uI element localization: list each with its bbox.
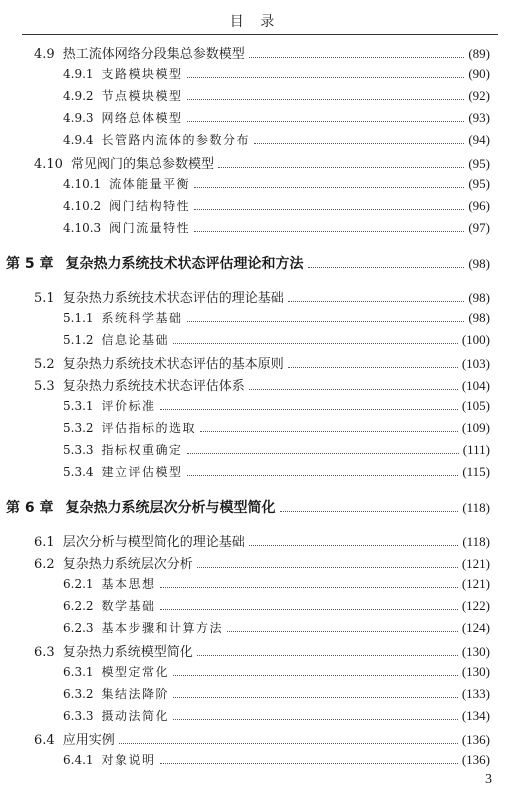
toc-entry-number: 6.2.1 <box>63 577 94 591</box>
toc-entry-title: 指标权重确定 <box>101 443 183 457</box>
toc-entry[interactable] <box>0 641 510 663</box>
toc-entry-number: 5.3 <box>34 379 55 394</box>
toc-entry[interactable] <box>0 43 510 65</box>
toc-entry[interactable] <box>0 707 510 729</box>
toc-entry-number: 5.1.2 <box>63 333 94 347</box>
toc-entry-number: 4.10 <box>34 157 63 172</box>
toc-entry-number: 5.2 <box>34 357 55 372</box>
toc-entry-page: (136) <box>461 732 490 747</box>
toc-entry-title: 复杂热力系统技术状态评估理论和方法 <box>65 256 304 272</box>
toc-entry-title: 复杂热力系统模型简化 <box>62 645 193 660</box>
toc-entry-title: 基本思想 <box>101 577 156 591</box>
toc-entry[interactable] <box>0 463 510 485</box>
toc-dot-leader <box>187 453 459 454</box>
toc-entry-title: 信息论基础 <box>101 333 170 347</box>
toc-entry-number: 5.3.3 <box>63 443 94 457</box>
toc-entry-number: 6.2.3 <box>63 621 94 635</box>
toc-dot-leader <box>160 409 458 410</box>
toc-dot-leader <box>218 167 464 168</box>
toc-entry-title: 复杂热力系统层次分析 <box>62 557 193 572</box>
toc-entry-number: 4.9 <box>34 47 55 62</box>
toc-entry-number: 第 5 章 <box>6 256 54 272</box>
toc-entry[interactable] <box>0 729 510 751</box>
toc-entry-page: (133) <box>461 686 490 701</box>
toc-entry[interactable] <box>0 531 510 553</box>
toc-dot-leader <box>160 609 458 610</box>
toc-dot-leader <box>173 343 458 344</box>
toc-entry-title: 支路模块模型 <box>101 67 183 81</box>
toc-dot-leader <box>254 143 464 144</box>
toc-chapter-entry[interactable] <box>0 497 510 519</box>
toc-dot-leader <box>187 99 465 100</box>
toc-entry-page: (105) <box>461 398 490 413</box>
toc-entry-number: 6.3.1 <box>63 665 94 679</box>
toc-entry-number: 6.2.2 <box>63 599 94 613</box>
toc-entry-page: (89) <box>468 46 490 61</box>
toc-dot-leader <box>194 209 464 210</box>
toc-entry-page: (118) <box>462 500 490 515</box>
toc-dot-leader <box>187 475 459 476</box>
toc-entry[interactable] <box>0 309 510 331</box>
toc-entry[interactable] <box>0 331 510 353</box>
toc-entry-title: 模型定常化 <box>101 665 170 679</box>
toc-dot-leader <box>249 389 458 390</box>
toc-dot-leader <box>160 763 458 764</box>
toc-entry-page: (115) <box>462 464 490 479</box>
toc-dot-leader <box>280 511 459 512</box>
toc-entry-page: (92) <box>468 88 490 103</box>
toc-entry-page: (122) <box>461 598 490 613</box>
toc-entry-number: 4.10.2 <box>63 199 102 213</box>
toc-entry-number: 6.3.2 <box>63 687 94 701</box>
toc-entry-page: (121) <box>461 556 490 571</box>
toc-entry-title: 复杂热力系统技术状态评估的基本原则 <box>62 357 284 372</box>
toc-entry-title: 复杂热力系统技术状态评估的理论基础 <box>62 291 284 306</box>
toc-entry-title: 层次分析与模型简化的理论基础 <box>62 535 245 550</box>
toc-dot-leader <box>173 719 458 720</box>
toc-entry-title: 评价标准 <box>101 399 156 413</box>
toc-entry-title: 复杂热力系统层次分析与模型简化 <box>65 500 276 516</box>
toc-entry-number: 6.3.3 <box>63 709 94 723</box>
toc-entry-number: 第 6 章 <box>6 500 54 516</box>
toc-dot-leader <box>173 697 458 698</box>
toc-entry-number: 5.3.4 <box>63 465 94 479</box>
toc-entry-title: 对象说明 <box>101 753 156 767</box>
toc-entry-page: (103) <box>461 356 490 371</box>
toc-entry[interactable] <box>0 575 510 597</box>
toc-entry[interactable] <box>0 65 510 87</box>
toc-entry-title: 阀门结构特性 <box>109 199 191 213</box>
toc-entry-title: 长管路内流体的参数分布 <box>101 133 251 147</box>
toc-entry-title: 基本步骤和计算方法 <box>101 621 224 635</box>
toc-entry-page: (98) <box>468 256 490 271</box>
toc-entry-page: (95) <box>468 176 490 191</box>
toc-entry-title: 节点模块模型 <box>101 89 183 103</box>
toc-dot-leader <box>200 431 458 432</box>
toc-entry[interactable] <box>0 287 510 309</box>
toc-dot-leader <box>187 121 465 122</box>
toc-entry[interactable] <box>0 397 510 419</box>
toc-entry-page: (100) <box>461 332 490 347</box>
toc-dot-leader <box>194 187 464 188</box>
toc-entry[interactable] <box>0 419 510 441</box>
header-divider <box>22 34 498 35</box>
toc-entry-number: 6.4.1 <box>63 753 94 767</box>
toc-dot-leader <box>249 545 459 546</box>
toc-entry-page: (94) <box>468 132 490 147</box>
toc-entry-page: (95) <box>468 156 490 171</box>
toc-entry-number: 4.9.4 <box>63 133 94 147</box>
toc-entry-number: 4.9.1 <box>63 67 94 81</box>
toc-dot-leader <box>160 587 458 588</box>
page-number: 3 <box>485 772 492 787</box>
toc-entry[interactable] <box>0 597 510 619</box>
toc-entry[interactable] <box>0 441 510 463</box>
toc-entry-page: (130) <box>461 664 490 679</box>
toc-entry[interactable] <box>0 353 510 375</box>
toc-entry-number: 5.1 <box>34 291 55 306</box>
toc-entry-title: 系统科学基础 <box>101 311 183 325</box>
toc-entry-page: (98) <box>468 290 490 305</box>
toc-entry-page: (118) <box>462 534 490 549</box>
toc-entry-title: 应用实例 <box>62 733 115 748</box>
toc-entry[interactable] <box>0 553 510 575</box>
toc-entry-page: (98) <box>468 310 490 325</box>
page-header-title: 目 录 <box>229 14 281 30</box>
toc-entry-number: 4.10.1 <box>63 177 102 191</box>
toc-entry-title: 评估指标的选取 <box>101 421 197 435</box>
toc-dot-leader <box>197 655 458 656</box>
toc-dot-leader <box>249 57 465 58</box>
toc-entry[interactable] <box>0 685 510 707</box>
toc-dot-leader <box>227 631 458 632</box>
toc-entry[interactable] <box>0 175 510 197</box>
toc-entry-title: 网络总体模型 <box>101 111 183 125</box>
toc-entry-page: (97) <box>468 220 490 235</box>
toc-entry[interactable] <box>0 109 510 131</box>
toc-entry-title: 建立评估模型 <box>101 465 183 479</box>
toc-chapter-entry[interactable] <box>0 253 510 275</box>
toc-dot-leader <box>194 231 464 232</box>
toc-entry[interactable] <box>0 663 510 685</box>
toc-entry-number: 4.9.2 <box>63 89 94 103</box>
toc-entry-title: 集结法降阶 <box>101 687 170 701</box>
toc-entry-title: 复杂热力系统技术状态评估体系 <box>62 379 245 394</box>
toc-entry-page: (96) <box>468 198 490 213</box>
toc-entry[interactable] <box>0 197 510 219</box>
toc-entry[interactable] <box>0 619 510 641</box>
toc-entry[interactable] <box>0 751 510 773</box>
toc-entry-page: (124) <box>461 620 490 635</box>
toc-entry-number: 4.9.3 <box>63 111 94 125</box>
toc-entry-number: 6.3 <box>34 645 55 660</box>
toc-entry-page: (136) <box>461 752 490 767</box>
toc-dot-leader <box>288 367 458 368</box>
toc-dot-leader <box>187 77 465 78</box>
toc-entry-page: (134) <box>461 708 490 723</box>
toc-entry-page: (90) <box>468 66 490 81</box>
toc-entry-title: 摄动法简化 <box>101 709 170 723</box>
toc-dot-leader <box>119 743 458 744</box>
toc-entry-title: 流体能量平衡 <box>109 177 191 191</box>
toc-entry-number: 4.10.3 <box>63 221 102 235</box>
toc-entry-title: 热工流体网络分段集总参数模型 <box>62 47 245 62</box>
toc-entry-page: (104) <box>461 378 490 393</box>
toc-dot-leader <box>173 675 458 676</box>
toc-entry-page: (121) <box>461 576 490 591</box>
toc-entry-title: 数学基础 <box>101 599 156 613</box>
toc-entry-title: 常见阀门的集总参数模型 <box>70 157 214 172</box>
toc-entry-number: 5.1.1 <box>63 311 94 325</box>
toc-entry[interactable] <box>0 87 510 109</box>
toc-entry-number: 5.3.1 <box>63 399 94 413</box>
toc-entry[interactable] <box>0 153 510 175</box>
toc-entry-number: 6.2 <box>34 557 55 572</box>
toc-dot-leader <box>288 301 465 302</box>
toc-entry-number: 6.4 <box>34 733 55 748</box>
toc-entry-page: (109) <box>461 420 490 435</box>
toc-entry-title: 阀门流量特性 <box>109 221 191 235</box>
toc-dot-leader <box>308 267 465 268</box>
toc-entry[interactable] <box>0 219 510 241</box>
toc-entry-page: (93) <box>468 110 490 125</box>
toc-entry-number: 6.1 <box>34 535 55 550</box>
toc-entry-number: 5.3.2 <box>63 421 94 435</box>
toc-entry[interactable] <box>0 375 510 397</box>
toc-entry-page: (111) <box>462 442 490 457</box>
toc-entry-page: (130) <box>461 644 490 659</box>
toc-dot-leader <box>187 321 465 322</box>
toc-dot-leader <box>197 567 458 568</box>
toc-entry[interactable] <box>0 131 510 153</box>
